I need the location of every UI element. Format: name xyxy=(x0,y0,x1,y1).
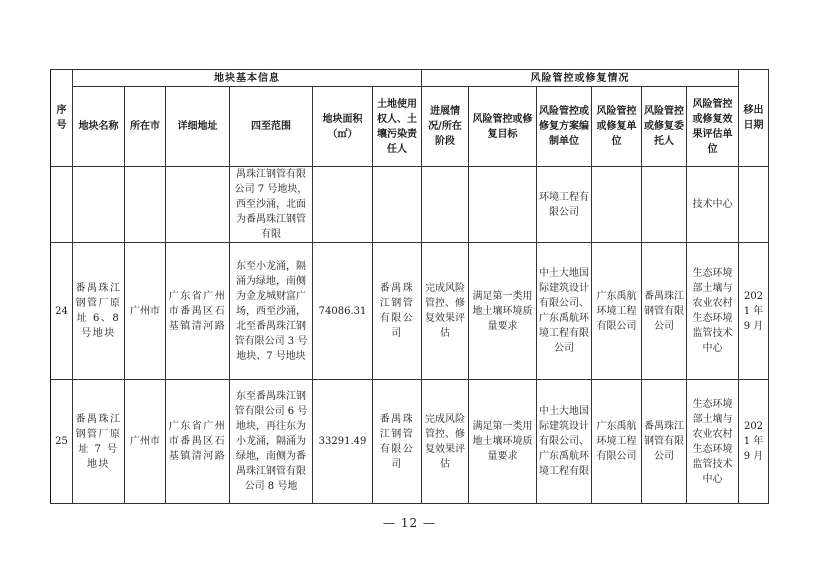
cell-boundary: 东至番禺珠江钢管有限公司 6 号地块，再往东为小龙涌，隔涌为绿地，南侧为番禺珠江钢管有限公司 8 号地 xyxy=(230,380,313,504)
cell-progress: 完成风险管控、修复效果评估 xyxy=(422,243,469,380)
header-boundary: 四至范围 xyxy=(230,87,313,167)
cell-removal-date: 2021 年 9 月 xyxy=(739,243,769,380)
cell-seq: 24 xyxy=(51,243,73,380)
cell-removal-date: 2021 年 9 月 xyxy=(739,380,769,504)
header-eval-unit: 风险管控或修复效果评估单位 xyxy=(687,87,739,167)
cell-address: 广东省广州市番禺区石基镇清河路 xyxy=(166,243,230,380)
cell-client: 番禺珠江钢管有限公司 xyxy=(642,243,687,380)
cell-area: 74086.31 xyxy=(313,243,373,380)
cell-client: 番禺珠江钢管有限公司 xyxy=(642,380,687,504)
cell-city: 广州市 xyxy=(125,243,166,380)
cell-area xyxy=(313,167,373,243)
group-header-basic-info: 地块基本信息 xyxy=(73,70,422,87)
cell-boundary: 东至小龙涌，隔涌为绿地，南侧为金龙城财富广场，西至沙涌，北至番禺珠江钢管有限公司 3 号地块、7 号地块 xyxy=(230,243,313,380)
header-goal: 风险管控或修复目标 xyxy=(469,87,537,167)
cell-city xyxy=(125,167,166,243)
header-removal-date: 移出日期 xyxy=(739,70,769,167)
cell-owner: 番禺珠江钢管有限公司 xyxy=(373,380,422,504)
cell-boundary: 禺珠江钢管有限公司 7 号地块，西至沙涌，北面为番禺珠江钢管有限 xyxy=(230,167,313,243)
cell-goal xyxy=(469,167,537,243)
group-header-row xyxy=(51,70,769,87)
cell-area: 33291.49 xyxy=(313,380,373,504)
table-row-continuation xyxy=(51,167,769,243)
cell-exec-unit: 广东禹航环境工程有限公司 xyxy=(592,380,642,504)
cell-owner: 番禺珠江钢管有限公司 xyxy=(373,243,422,380)
cell-city: 广州市 xyxy=(125,380,166,504)
table-row xyxy=(51,380,769,504)
site-list-table xyxy=(50,69,769,504)
header-name: 地块名称 xyxy=(73,87,125,167)
column-header-row xyxy=(51,87,769,167)
header-seq: 序号 xyxy=(51,70,73,167)
cell-client xyxy=(642,167,687,243)
cell-plan-unit: 中土大地国际建筑设计有限公司、广东禹航环境工程有限公司 xyxy=(537,243,592,380)
cell-goal: 满足第一类用地土壤环境质量要求 xyxy=(469,380,537,504)
header-exec-unit: 风险管控或修复单位 xyxy=(592,87,642,167)
cell-eval-unit: 生态环境部土壤与农业农村生态环境监管技术中心 xyxy=(687,380,739,504)
header-plan-unit: 风险管控或修复方案编制单位 xyxy=(537,87,592,167)
cell-exec-unit: 广东禹航环境工程有限公司 xyxy=(592,243,642,380)
cell-eval-unit: 生态环境部土壤与农业农村生态环境监管技术中心 xyxy=(687,243,739,380)
header-owner: 土地使用权人、土壤污染责任人 xyxy=(373,87,422,167)
cell-plan-unit: 环境工程有限公司 xyxy=(537,167,592,243)
table-row xyxy=(51,243,769,380)
header-client: 风险管控或修复委托人 xyxy=(642,87,687,167)
header-address: 详细地址 xyxy=(166,87,230,167)
cell-address xyxy=(166,167,230,243)
cell-goal: 满足第一类用地土壤环境质量要求 xyxy=(469,243,537,380)
cell-eval-unit: 技术中心 xyxy=(687,167,739,243)
cell-seq xyxy=(51,167,73,243)
cell-name: 番禺珠江钢管厂原址 7 号地块 xyxy=(73,380,125,504)
cell-seq: 25 xyxy=(51,380,73,504)
cell-name: 番禺珠江钢管厂原址 6、8 号地块 xyxy=(73,243,125,380)
cell-exec-unit xyxy=(592,167,642,243)
cell-address: 广东省广州市番禺区石基镇清河路 xyxy=(166,380,230,504)
header-area: 地块面积（㎡） xyxy=(313,87,373,167)
cell-plan-unit: 中土大地国际建筑设计有限公司、广东禹航环境工程有限 xyxy=(537,380,592,504)
cell-name xyxy=(73,167,125,243)
cell-owner xyxy=(373,167,422,243)
cell-removal-date xyxy=(739,167,769,243)
cell-progress xyxy=(422,167,469,243)
group-header-risk-control: 风险管控或修复情况 xyxy=(422,70,739,87)
page-number: — 12 — xyxy=(383,516,436,530)
cell-progress: 完成风险管控、修复效果评估 xyxy=(422,380,469,504)
header-city: 所在市 xyxy=(125,87,166,167)
header-progress: 进展情况/所在阶段 xyxy=(422,87,469,167)
